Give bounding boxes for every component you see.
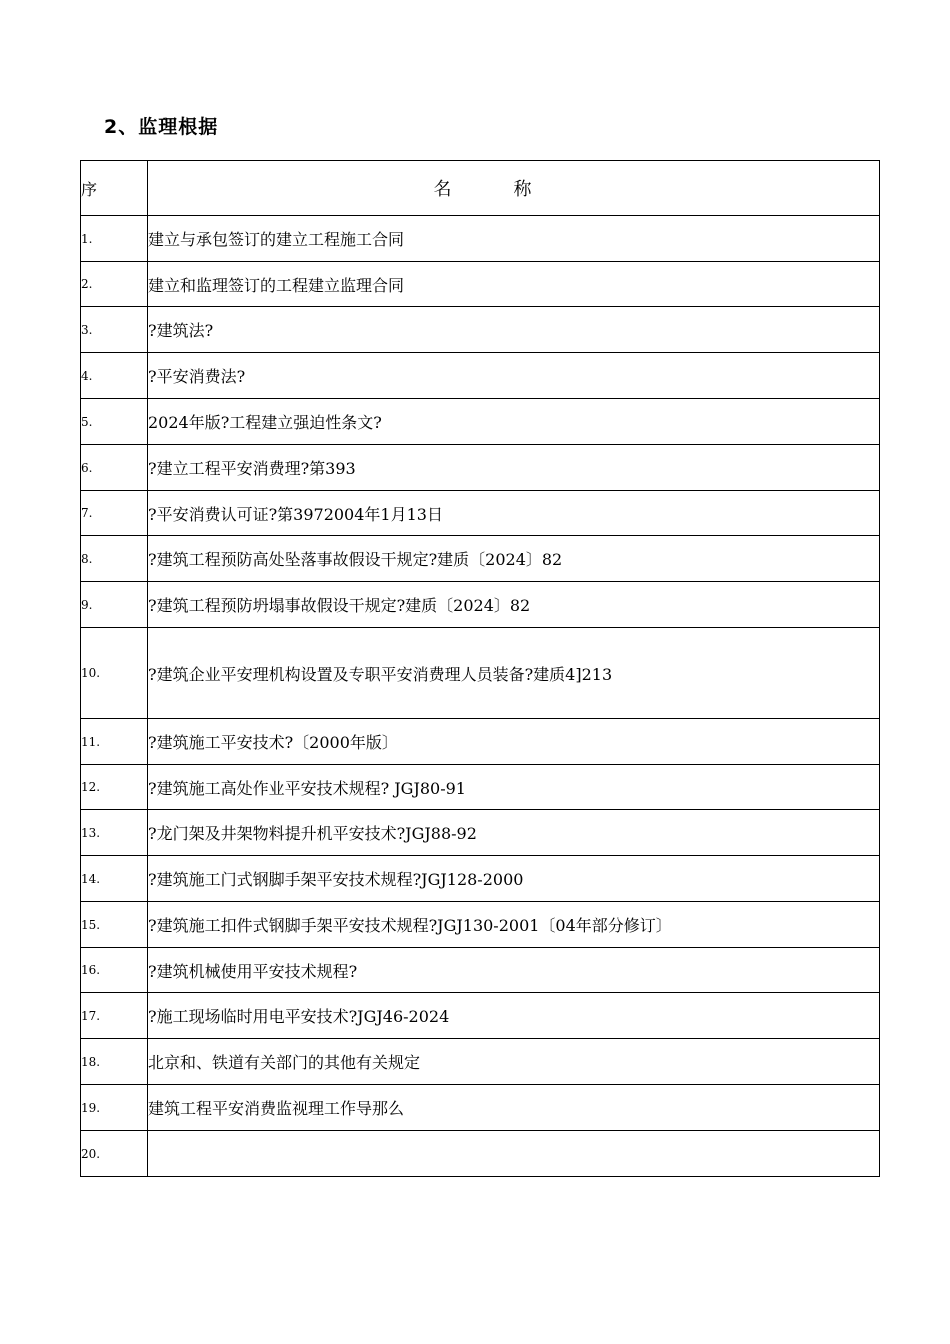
row-name: ?建立工程平安消费理?第393	[148, 445, 880, 491]
row-number: 1.	[81, 216, 148, 262]
row-name: 建筑工程平安消费监视理工作导那么	[148, 1085, 880, 1131]
row-number: 13.	[81, 810, 148, 856]
header-name: 名称	[148, 161, 880, 216]
table-row	[81, 1131, 880, 1177]
row-number: 19.	[81, 1085, 148, 1131]
row-number: 14.	[81, 856, 148, 902]
row-number: 7.	[81, 491, 148, 536]
table-row	[81, 1085, 880, 1131]
row-name: ?建筑施工平安技术?〔2000年版〕	[148, 719, 880, 765]
row-name: ?建筑工程预防坍塌事故假设干规定?建质〔2024〕82	[148, 582, 880, 628]
row-name: 建立与承包签订的建立工程施工合同	[148, 216, 880, 262]
table-row	[81, 902, 880, 948]
row-name: ?建筑法?	[148, 307, 880, 353]
table-header-row	[81, 161, 880, 216]
table-row	[81, 856, 880, 902]
row-number: 4.	[81, 353, 148, 399]
table-row	[81, 262, 880, 307]
table-row	[81, 445, 880, 491]
table-row	[81, 353, 880, 399]
section-heading: 2、监理根据	[104, 116, 219, 138]
row-number: 10.	[81, 628, 148, 719]
row-number: 2.	[81, 262, 148, 307]
row-name: ?建筑施工高处作业平安技术规程? JGJ80-91	[148, 765, 880, 810]
table-row	[81, 993, 880, 1039]
row-number: 9.	[81, 582, 148, 628]
table-row	[81, 307, 880, 353]
row-name: ?平安消费认可证?第3972004年1月13日	[148, 491, 880, 536]
table-row	[81, 719, 880, 765]
supervision-basis-table	[80, 160, 880, 1177]
row-number: 3.	[81, 307, 148, 353]
row-number: 15.	[81, 902, 148, 948]
row-name: ?建筑施工扣件式钢脚手架平安技术规程?JGJ130-2001〔04年部分修订〕	[148, 902, 880, 948]
row-number: 5.	[81, 399, 148, 445]
row-number: 17.	[81, 993, 148, 1039]
table-row	[81, 216, 880, 262]
header-sequence: 序	[81, 161, 148, 216]
table-row	[81, 810, 880, 856]
row-name: 2024年版?工程建立强迫性条文?	[148, 399, 880, 445]
table-row	[81, 491, 880, 536]
row-number: 6.	[81, 445, 148, 491]
row-name: ?建筑施工门式钢脚手架平安技术规程?JGJ128-2000	[148, 856, 880, 902]
row-name: ?建筑工程预防高处坠落事故假设干规定?建质〔2024〕82	[148, 536, 880, 582]
row-name: 建立和监理签订的工程建立监理合同	[148, 262, 880, 307]
table-row	[81, 536, 880, 582]
row-name: ?建筑机械使用平安技术规程?	[148, 948, 880, 993]
row-name: ?平安消费法?	[148, 353, 880, 399]
table-row	[81, 628, 880, 719]
table-row	[81, 582, 880, 628]
row-number: 20.	[81, 1131, 148, 1177]
row-name: ?施工现场临时用电平安技术?JGJ46-2024	[148, 993, 880, 1039]
row-number: 11.	[81, 719, 148, 765]
row-number: 16.	[81, 948, 148, 993]
row-number: 8.	[81, 536, 148, 582]
table-row	[81, 399, 880, 445]
table-row	[81, 948, 880, 993]
table-row	[81, 1039, 880, 1085]
row-name: 北京和、铁道有关部门的其他有关规定	[148, 1039, 880, 1085]
row-name: ?龙门架及井架物料提升机平安技术?JGJ88-92	[148, 810, 880, 856]
row-name: ?建筑企业平安理机构设置及专职平安消费理人员装备?建质4]213	[148, 628, 880, 719]
table-row	[81, 765, 880, 810]
row-name	[148, 1131, 880, 1177]
row-number: 12.	[81, 765, 148, 810]
row-number: 18.	[81, 1039, 148, 1085]
